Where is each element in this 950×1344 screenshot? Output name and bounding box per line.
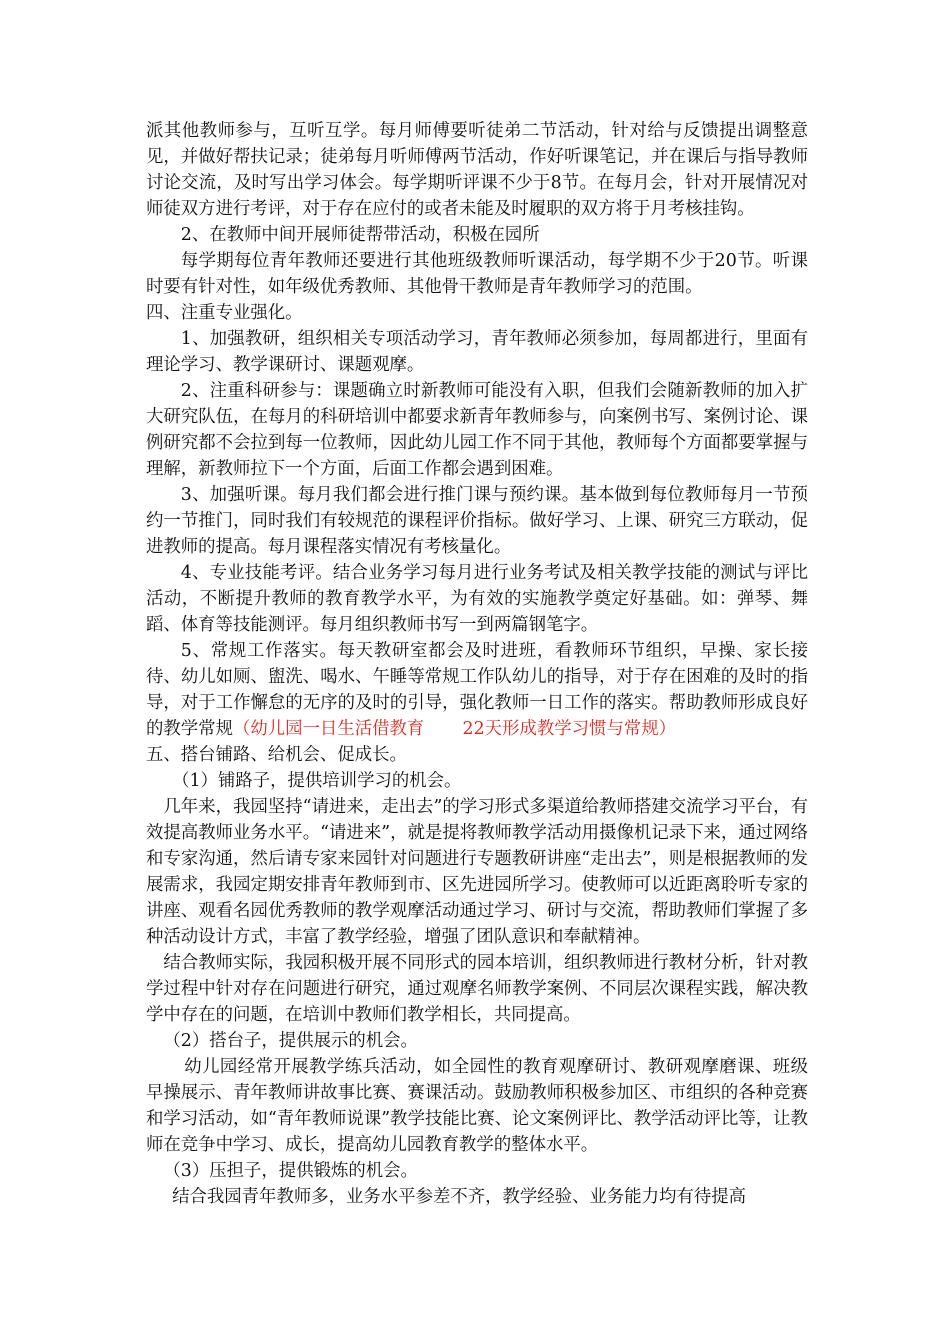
paragraph-young-teachers: 结合我园青年教师多，业务水平参差不齐，教学经验、业务能力均有待提高 — [172, 1187, 746, 1207]
paragraph-mentor-activity-heading: 2、在教师中间开展师徒帮带活动，积极在园所 — [180, 225, 540, 245]
paragraph-teaching-research: 1、加强教研，组织相关专项活动学习，青年教师必须参加，每周都进行，里面有理论学习、教学课研讨、课题观摩。 — [146, 329, 808, 375]
document-page — [146, 118, 808, 1210]
paragraph-listening: 3、加强听课。每月我们都会进行推门课与预约课。基本做到每位教师每月一节预约一节推门，同时我们有较规范的课程评价指标。做好学习、上课、研究三方联动，促进教师的提高。每月课程落实情况有考核量化。 — [146, 485, 808, 557]
paragraph-scientific-research: 2、注重科研参与：课题确立时新教师可能没有入职，但我们会随新教师的加入扩大研究队伍，在每月的科研培训中都要求新青年教师参与，向案例书写、案例讨论、课例研究都不会拉到每一位教师，因此幼儿园工作不同于其他，教师每个方面都要掌握与理解，新教师拉下一个方面，后面工作都会遇到困难。 — [146, 381, 808, 479]
paragraph-school-training: 结合教师实际，我园积极开展不同形式的园本培训，组织教师进行教材分析，针对教学过程中针对存在问题进行研究，通过观摩名师教学案例、不同层次课程实践，解决教学中存在的问题，在培训中教师们教学相长，共同提高。 — [146, 953, 808, 1025]
routine-work-text: 5、常规工作落实。每天教研室都会及时进班，看教师环节组织，早操、家长接待、幼儿如厕、盥洗、喝水、午睡等常规工作队幼儿的指导，对于存在困难的及时的指导，对于工作懈怠的无序的及时的引导，强化教师一日工作的落实。帮助教师形成良好的教学常规 — [146, 641, 808, 739]
subheading-responsibility: （3）压担子，提供锻炼的机会。 — [163, 1161, 418, 1181]
paragraph-class-listening: 每学期每位青年教师还要进行其他班级教师听课活动，每学期不少于20节。听课时要有针对性，如年级优秀教师、其他骨干教师是青年教师学习的范围。 — [146, 251, 808, 297]
paragraph-teaching-practice: 幼儿园经常开展教学练兵活动，如全园性的教育观摩研讨、教研观摩磨课、班级早操展示、青年教师讲故事比赛、赛课活动。鼓励教师积极参加区、市组织的各种竞赛和学习活动，如“青年教师说课”教学技能比赛、论文案例评比、教学活动评比等，让教师在竞争中学习、成长，提高幼儿园教育教学的整体水平。 — [146, 1057, 808, 1155]
section-heading-platform: 五、搭台铺路、给机会、促成长。 — [146, 745, 407, 765]
section-heading-professional: 四、注重专业强化。 — [146, 303, 303, 323]
paragraph-skill-assessment: 4、专业技能考评。结合业务学习每月进行业务考试及相关教学技能的测试与评比活动，不断提升教师的教育教学水平，为有效的实施教学奠定好基础。如：弹琴、舞蹈、体育等技能测评。每月组织教师书写一到两篇钢笔字。 — [146, 563, 808, 635]
subheading-showcase: （2）搭台子，提供展示的机会。 — [163, 1031, 418, 1051]
paragraph-routine-work — [146, 638, 808, 742]
paragraph-invite-in-go-out: 几年来，我园坚持“请进来，走出去”的学习形式多渠道给教师搭建交流学习平台，有效提高教师业务水平。“请进来”，就是提将教师教学活动用摄像机记录下来，通过网络和专家沟通，然后请专家来园针对问题进行专题教研讲座“走出去”，则是根据教师的发展需求，我园定期安排青年教师到市、区先进园所学习。使教师可以近距离聆听专家的讲座、观看名园优秀教师的教学观摩活动通过学习、研讨与交流，帮助教师们掌握了多种活动设计方式，丰富了教学经验，增强了团队意识和奉献精神。 — [146, 797, 808, 947]
subheading-training: （1）铺路子，提供培训学习的机会。 — [172, 771, 462, 791]
highlight-note-b: 22天形成教学习惯与常规） — [462, 719, 676, 739]
highlight-note-a: （幼儿园一日生活借教育 — [232, 719, 425, 739]
paragraph-mentor-listening: 派其他教师参与，互听互学。每月师傅要听徒弟二节活动，针对给与反馈提出调整意见，并做好帮扶记录；徒弟每月听师傅两节活动，作好听课笔记，并在课后与指导教师讨论交流，及时写出学习体会。每学期听评课不少于8节。在每月会，针对开展情况对师徒双方进行考评，对于存在应付的或者未能及时履职的双方将于月考核挂钩。 — [146, 121, 808, 219]
